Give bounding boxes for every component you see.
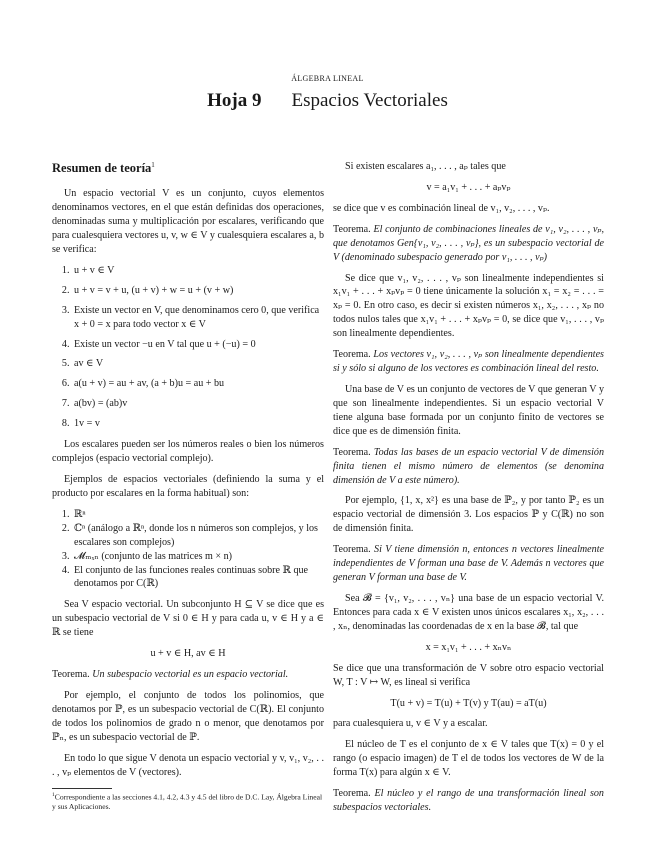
linear-independence-def: Se dice que v₁, v₂, . . . , vₚ son linealmente independientes si x₁v₁ + . . . + xₚvₚ = 0 tiene únicamente la solución x₁ = x₂ = . . . = xₚ = 0. En otro caso, es decir si existen números x₁, x₂, . . . , xₚ no todos nulos tales que x₁v₁ + . . . + xₚvₚ = 0, se dice que v₁, . . . , vₚ son linealmente dependientes.	[333, 272, 604, 340]
linear-map-quantifier: para cualesquiera u, v ∈ V y a escalar.	[333, 718, 488, 730]
theorem-dimension: Teorema. Todas las bases de un espacio vectorial V de dimensión finita tienen el mismo número de elementos (se denomina dimensión de V a este número).	[333, 446, 604, 486]
axiom-2: 2. u + v = v + u, (u + v) + w = u + (v + w)	[72, 284, 324, 298]
theorem-basis-n: Teorema. Si V tiene dimensión n, entonces n vectores linealmente independientes de V forman una base de V. Además n vectores que generan V forman una base de V.	[333, 544, 604, 584]
left-column	[52, 160, 324, 812]
course-name: ÁLGEBRA LINEAL	[291, 74, 364, 83]
linear-map-def: Se dice que una transformación de V sobre otro espacio vectorial W, T : V ↦ W, es lineal si verifica	[333, 662, 604, 688]
page-title	[0, 90, 655, 112]
polynomials-paragraph: Por ejemplo, el conjunto de todos los polinomios, que denotamos por ℙ, es un subespacio vectorial de C(ℝ). El conjunto de todos los polinomios de grado n o menor, que denotamos por ℙₙ, es un subespacio vectorial de ℙ.	[52, 689, 324, 743]
subspace-conditions: u + v ∈ H, av ∈ H	[150, 648, 226, 660]
example-4: 4. El conjunto de las funciones reales continuas sobre ℝ que denotamos por C(ℝ)	[72, 564, 324, 592]
linear-combination-formula: v = a₁v₁ + . . . + aₚvₚ	[426, 181, 511, 193]
coordinates-def: Sea 𝓑 = {v₁, v₂, . . . , vₙ} una base de un espacio vectorial V. Entonces para cada x ∈ V existen unos únicos escalares x₁, x₂, . . . , xₙ, denominadas las coordenadas de x en la base 𝓑, tal que	[333, 592, 604, 632]
section-title: Resumen de teoría$^1$	[52, 160, 155, 175]
footnote-rule	[52, 788, 112, 789]
axiom-1: 1. u + v ∈ V	[72, 264, 324, 278]
examples-intro: Ejemplos de espacios vectoriales (definiendo la suma y el producto por escalares en la forma habitual) son:	[52, 474, 324, 499]
examples-list	[52, 508, 324, 592]
theorem-subspace: Teorema. Un subespacio vectorial es un espacio vectorial.	[52, 669, 289, 681]
axiom-8: 8. 1v = v	[72, 417, 324, 431]
coordinates-formula: x = x₁v₁ + . . . + xₙvₙ	[425, 641, 512, 653]
basis-def: Una base de V es un conjunto de vectores de V que generan V y que son linealmente independientes. Si un espacio vectorial V tiene alguna base formada por un conjunto finito de vectores se dice que es de dimensión finita.	[333, 383, 604, 437]
right-column	[333, 160, 604, 822]
linear-map-formula: T(u + v) = T(u) + T(v) y T(au) = aT(u)	[390, 697, 547, 709]
sheet-number: Hoja 9	[207, 90, 262, 111]
footnote-mark: 1	[151, 160, 155, 169]
linear-combination-def: se dice que v es combinación lineal de v₁, v₂, . . . , vₚ.	[333, 202, 550, 214]
basis-example: Por ejemplo, {1, x, x²} es una base de ℙ₂, y por tanto ℙ₂ es un espacio vectorial de dimensión 3. Los espacios ℙ y C(ℝ) no son de dimensión finita.	[333, 495, 604, 535]
footnote: $^1$Correspondiente a las secciones 4.1, 4.2, 4.3 y 4.5 del libro de D.C. Lay, Álgebra Lineal y sus Aplicaciones.	[52, 791, 323, 811]
axiom-3: 3. Existe un vector en V, que denominamos cero 0, que verifica x + 0 = x para todo vector x ∈ V	[72, 304, 324, 332]
scalars-paragraph: Los escalares pueden ser los números reales o bien los números complejos (espacio vectorial complejo).	[52, 439, 324, 465]
theorem-kernel-range: Teorema. El núcleo y el rango de una transformación lineal son subespacios vectoriales.	[333, 788, 604, 814]
kernel-range-def: El núcleo de T es el conjunto de x ∈ V tales que T(x) = 0 y el rango (o espacio imagen) de T el de todos los vectores de W de la forma T(x) para algún x ∈ V.	[333, 739, 604, 779]
axiom-6: 6. a(u + v) = au + av, (a + b)u = au + bu	[72, 377, 324, 391]
axiom-list	[52, 264, 324, 431]
example-1: 1. ℝⁿ	[72, 508, 324, 522]
notation-paragraph: En todo lo que sigue V denota un espacio vectorial y v, v₁, v₂, . . . , vₚ elementos de V (vectores).	[52, 752, 324, 778]
subspace-definition: Sea V espacio vectorial. Un subconjunto H ⊆ V se dice que es un subespacio vectorial de V si 0 ∈ H y para cada u, v ∈ H y a ∈ ℝ se tiene	[52, 599, 324, 639]
axiom-5: 5. av ∈ V	[72, 357, 324, 371]
axiom-4: 4. Existe un vector −u en V tal que u + (−u) = 0	[72, 338, 324, 352]
axiom-7: 7. a(bv) = (ab)v	[72, 397, 324, 411]
vector-space-definition: Un espacio vectorial V es un conjunto, cuyos elementos denominamos vectores, en el que están definidas dos operaciones, denominadas suma y multiplicación por escalares, verificando que para cualesquiera vectores u, v, w ∈ V y cualesquiera escalares a, b se verifica:	[52, 188, 324, 255]
example-3: 3. 𝓜ₘₓₙ (conjunto de las matrices m × n)	[72, 550, 324, 564]
theorem-dependence: Teorema. Los vectores v₁, v₂, . . . , vₚ son linealmente dependientes si y sólo si alguno de los vectores es combinación lineal del resto.	[333, 349, 604, 375]
theorem-span: Teorema. El conjunto de combinaciones lineales de v₁, v₂, . . . , vₚ, que denotamos Gen{v₁, v₂, . . . , vₚ}, es un subespacio vectorial de V (denominado subespacio generado por v₁, . . . , vₚ)	[333, 223, 604, 263]
linear-combination-intro: Si existen escalares a₁, . . . , aₚ tales que	[345, 161, 506, 172]
sheet-topic: Espacios Vectoriales	[291, 90, 448, 111]
example-2: 2. ℂⁿ (análogo a ℝⁿ, donde los n números son complejos, y los escalares son complejos)	[72, 522, 324, 550]
